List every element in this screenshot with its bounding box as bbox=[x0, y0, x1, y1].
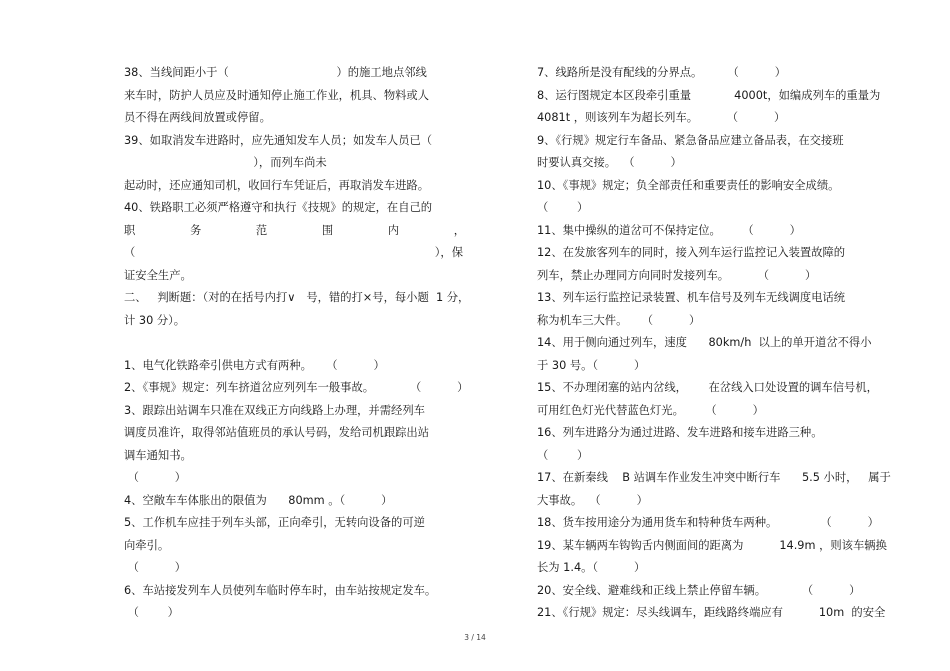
justified-char: ， bbox=[453, 223, 465, 237]
text-line: 来车时，防护人员应及时通知停止施工作业，机具、物料或人 bbox=[124, 88, 430, 102]
question-line: 大事故。 （ ） bbox=[537, 493, 648, 507]
question-line: 5、工作机车应挂于列车头部，正向牵引，无转向设备的可逆 bbox=[124, 516, 425, 529]
question-line: 18、货车按用途分为通用货车和特种货车两种。 （ ） bbox=[537, 516, 879, 529]
section-heading: 二、 判断题：（对的在括号内打∨ 号，错的打×号，每小题 1 分， bbox=[124, 291, 470, 304]
question-line: 列车，禁止办理同方向同时发接列车。 （ ） bbox=[537, 268, 817, 282]
question-line: 9、《行规》规定行车备品、紧急备品应建立备品表，在交接班 bbox=[537, 133, 844, 147]
left-column bbox=[124, 62, 469, 625]
question-line: 21、《行规》规定：尽头线调车，距线路终端应有 10m 的安全 bbox=[537, 606, 886, 619]
text-line: 证安全生产。 bbox=[124, 268, 192, 282]
question-line: 4081t ，则该列车为超长列车。 （ ） bbox=[537, 111, 786, 124]
bracket-line bbox=[124, 242, 469, 265]
text-line: ），而列车尚未 bbox=[124, 156, 327, 169]
question-line: 4、空敞车车体胀出的限值为 80mm 。（ ） bbox=[124, 493, 393, 507]
question-line: 可用红色灯光代替蓝色灯光。 （ ） bbox=[537, 403, 764, 417]
answer-bracket: （ ） bbox=[537, 448, 589, 462]
question-line: 15、不办理闭塞的站内岔线， 在岔线入口处设置的调车信号机， bbox=[537, 381, 878, 394]
question-line: 时要认真交接。 （ ） bbox=[537, 156, 682, 169]
question-line: 8、运行图规定本区段牵引重量 4000t，如编成列车的重量为 bbox=[537, 88, 881, 102]
question-line: 于 30 号。（ ） bbox=[537, 358, 646, 372]
text-line: 计 30 分）。 bbox=[124, 313, 186, 327]
question-line: 20、安全线、避难线和正线上禁止停留车辆。 （ ） bbox=[537, 583, 861, 597]
question-line: 1、电气化铁路牵引供电方式有两种。 （ ） bbox=[124, 358, 385, 372]
question-line: 6、车站接发列车人员使列车临时停车时，由车站按规定发车。 bbox=[124, 583, 437, 597]
page-number: 3 / 14 bbox=[464, 633, 486, 642]
question-line: 14、用于侧向通过列车，速度 80km/h 以上的单开道岔不得小 bbox=[537, 336, 872, 349]
justified-char: 范 bbox=[255, 223, 268, 237]
justified-char: 职 bbox=[124, 223, 136, 237]
justified-line bbox=[124, 220, 469, 243]
text-line: 员不得在两线间放置或停留。 bbox=[124, 111, 271, 124]
question-line: 称为机车三大件。 （ ） bbox=[537, 313, 701, 327]
question-line: 向牵引。 bbox=[124, 538, 170, 552]
text-line: 40、铁路职工必须严格遵守和执行《技规》的规定，在自己的 bbox=[124, 201, 433, 214]
question-line: 10、《事规》规定；负全部责任和重要责任的影响安全成绩。 bbox=[537, 178, 840, 192]
bracket-open: （ bbox=[124, 246, 136, 259]
question-line: 7、线路所是没有配线的分界点。 （ ） bbox=[537, 66, 786, 79]
question-line: 长为 1.4。（ ） bbox=[537, 561, 646, 574]
justified-char: 内 bbox=[387, 223, 400, 237]
question-line: 3、跟踪出站调车只准在双线正方向线路上办理，并需经列车 bbox=[124, 403, 425, 417]
right-column bbox=[537, 62, 891, 625]
question-line: 16、列车进路分为通过进路、发车进路和接车进路三种。 bbox=[537, 426, 823, 439]
answer-bracket: （ ） bbox=[124, 561, 187, 574]
answer-bracket: （ ） bbox=[537, 201, 589, 214]
question-line: 11、集中操纵的道岔可不保持定位。 （ ） bbox=[537, 223, 801, 237]
text-line: 38、当线间距小于（ ）的施工地点邻线 bbox=[124, 66, 427, 79]
justified-char: 务 bbox=[189, 223, 202, 237]
question-line: 12、在发旅客列车的同时，接入列车运行监控记入装置故障的 bbox=[537, 246, 846, 259]
answer-bracket: （ ） bbox=[124, 606, 179, 619]
bracket-close: ），保 bbox=[434, 246, 463, 259]
question-line: 17、在新秦线 B 站调车作业发生冲突中断行车 5.5 小时， 属于 bbox=[537, 471, 891, 484]
text-line: 39、如取消发车进路时，应先通知发车人员；如发车人员已（ bbox=[124, 133, 433, 147]
blank-line bbox=[124, 332, 469, 355]
text-line: 起动时，还应通知司机，收回行车凭证后，再取消发车进路。 bbox=[124, 178, 430, 192]
question-line: 2、《事规》规定：列车挤道岔应列列车一般事故。 （ ） bbox=[124, 381, 469, 394]
question-line: 调车通知书。 bbox=[124, 448, 192, 462]
question-line: 调度员准许，取得邻站值班员的承认号码，发给司机跟踪出站 bbox=[124, 426, 430, 439]
answer-bracket: （ ） bbox=[124, 471, 187, 484]
justified-char: 围 bbox=[321, 223, 334, 237]
question-line: 13、列车运行监控记录装置、机车信号及列车无线调度电话统 bbox=[537, 291, 846, 304]
question-line: 19、某车辆两车钩钩舌内侧面间的距离为 14.9m ，则该车辆换 bbox=[537, 538, 887, 552]
